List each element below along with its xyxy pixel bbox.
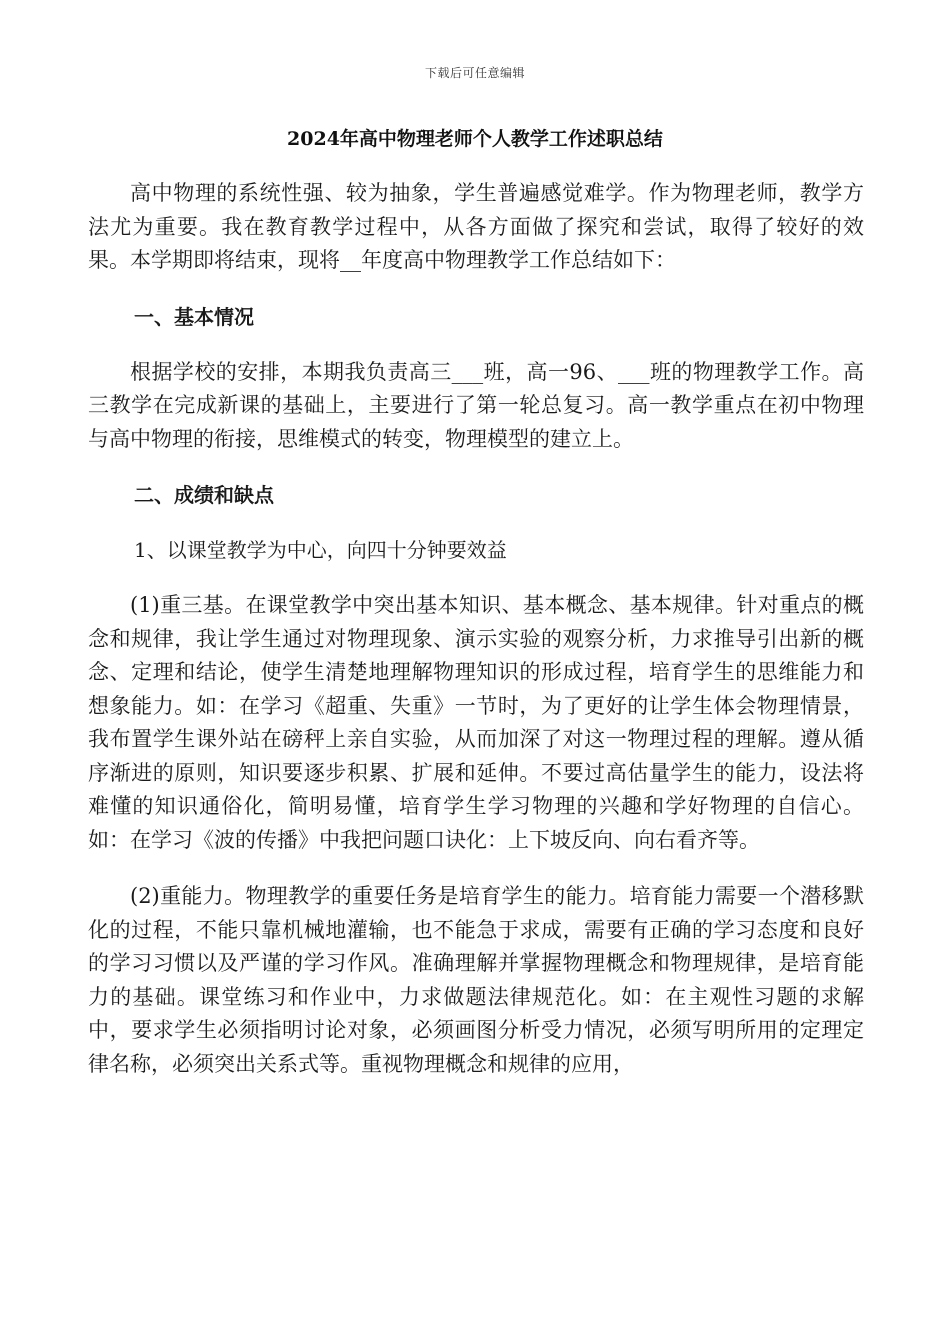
paragraph-abilities: (2)重能力。物理教学的重要任务是培育学生的能力。培育能力需要一个潜移默化的过程，不能只靠机械地灌输，也不能急于求成，需要有正确的学习态度和良好的学习习惯以及严谨的学习作风。准确理解并掌握物理概念和物理规律，是培育能力的基础。课堂练习和作业中，力求做题法律规范化。如：在主观性习题的求解中，要求学生必须指明讨论对象，必须画图分析受力情况，必须写明所用的定理定律名称，必须突出关系式等。重视物理概念和规律的应用， <box>88 884 864 1076</box>
section-heading-basic: 一、基本情况 <box>134 304 254 329</box>
document-body <box>88 177 864 1081</box>
subsection-heading: 1、以课堂教学为中心，向四十分钟要效益 <box>134 538 507 562</box>
intro-paragraph: 高中物理的系统性强、较为抽象，学生普遍感觉难学。作为物理老师，教学方法尤为重要。我在教育教学过程中，从各方面做了探究和尝试，取得了较好的效果。本学期即将结束，现将__年度高中物理教学工作总结如下： <box>88 181 864 272</box>
paragraph-fundamentals: (1)重三基。在课堂教学中突出基本知识、基本概念、基本规律。针对重点的概念和规律，我让学生通过对物理现象、演示实验的观察分析，力求推导引出新的概念、定理和结论，使学生清楚地理解物理知识的形成过程，培育学生的思维能力和想象能力。如：在学习《超重、失重》一节时，为了更好的让学生体会物理情景，我布置学生课外站在磅秤上亲自实验，从而加深了对这一物理过程的理解。遵从循序渐进的原则，知识要逐步积累、扩展和延伸。不要过高估量学生的能力，设法将难懂的知识通俗化，简明易懂，培育学生学习物理的兴趣和学好物理的自信心。如：在学习《波的传播》中我把问题口诀化：上下坡反向、向右看齐等。 <box>88 593 864 852</box>
section-paragraph-basic: 根据学校的安排，本期我负责高三___班，高一96、___班的物理教学工作。高三教学在完成新课的基础上，主要进行了第一轮总复习。高一教学重点在初中物理与高中物理的衔接，思维模式的转变，物理模型的建立上。 <box>88 359 864 451</box>
document-title: 2024年高中物理老师个人教学工作述职总结 <box>287 128 663 150</box>
header-note: 下载后可任意编辑 <box>424 66 525 80</box>
section-heading-results: 二、成绩和缺点 <box>134 483 274 507</box>
